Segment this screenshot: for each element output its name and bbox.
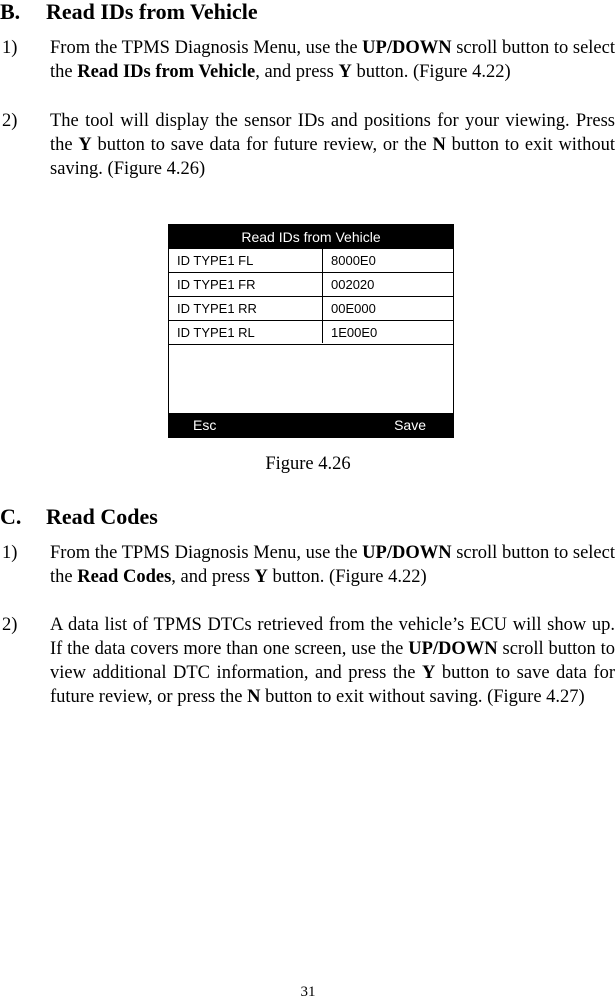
esc-button[interactable]: Esc (193, 417, 217, 433)
figure-caption: Figure 4.26 (265, 454, 351, 474)
screen-footer (169, 413, 453, 437)
section-title: Read IDs from Vehicle (46, 0, 258, 24)
table-row[interactable] (169, 297, 453, 321)
sensor-id: 1E00E0 (331, 325, 378, 340)
item-text: A data list of TPMS DTCs retrieved from the vehicle’s ECU will show up. If the data covers more than one screen, use the UP/DOWN scroll button to view additional DTC information, and press the Y button to save data for future review, or press the N button to exit without saving. (Figure 4.27) (50, 615, 615, 707)
section-heading-b (0, 0, 258, 24)
sensor-position: ID TYPE1 RR (177, 301, 257, 316)
sensor-position: ID TYPE1 FR (177, 277, 256, 292)
item-number: 2) (2, 111, 18, 131)
section-title: Read Codes (46, 504, 158, 529)
item-text: The tool will display the sensor IDs and positions for your viewing. Press the Y button to save data for future review, or the N button to exit without saving. (Figure 4.26) (50, 111, 615, 179)
device-screen (168, 224, 454, 438)
item-text: From the TPMS Diagnosis Menu, use the UP/DOWN scroll button to select the Read Codes, and press Y button. (Figure 4.22) (50, 543, 615, 587)
table-row[interactable] (169, 249, 453, 273)
table-row[interactable] (169, 273, 453, 297)
sensor-id: 8000E0 (331, 253, 376, 268)
section-letter: C. (0, 504, 22, 529)
section-heading-c (0, 505, 158, 529)
page-number: 31 (300, 984, 316, 1000)
sensor-position: ID TYPE1 RL (177, 325, 255, 340)
item-text: From the TPMS Diagnosis Menu, use the UP/DOWN scroll button to select the Read IDs from Vehicle, and press Y button. (Figure 4.22) (50, 38, 615, 82)
sensor-id: 00E000 (331, 301, 376, 316)
sensor-id: 002020 (331, 277, 375, 292)
item-number: 1) (2, 38, 18, 58)
table-row[interactable] (169, 321, 453, 345)
screen-title: Read IDs from Vehicle (169, 225, 453, 249)
sensor-position: ID TYPE1 FL (177, 253, 254, 268)
section-letter: B. (0, 0, 21, 24)
item-number: 1) (2, 543, 18, 563)
save-button[interactable]: Save (394, 417, 426, 433)
item-number: 2) (2, 615, 18, 635)
